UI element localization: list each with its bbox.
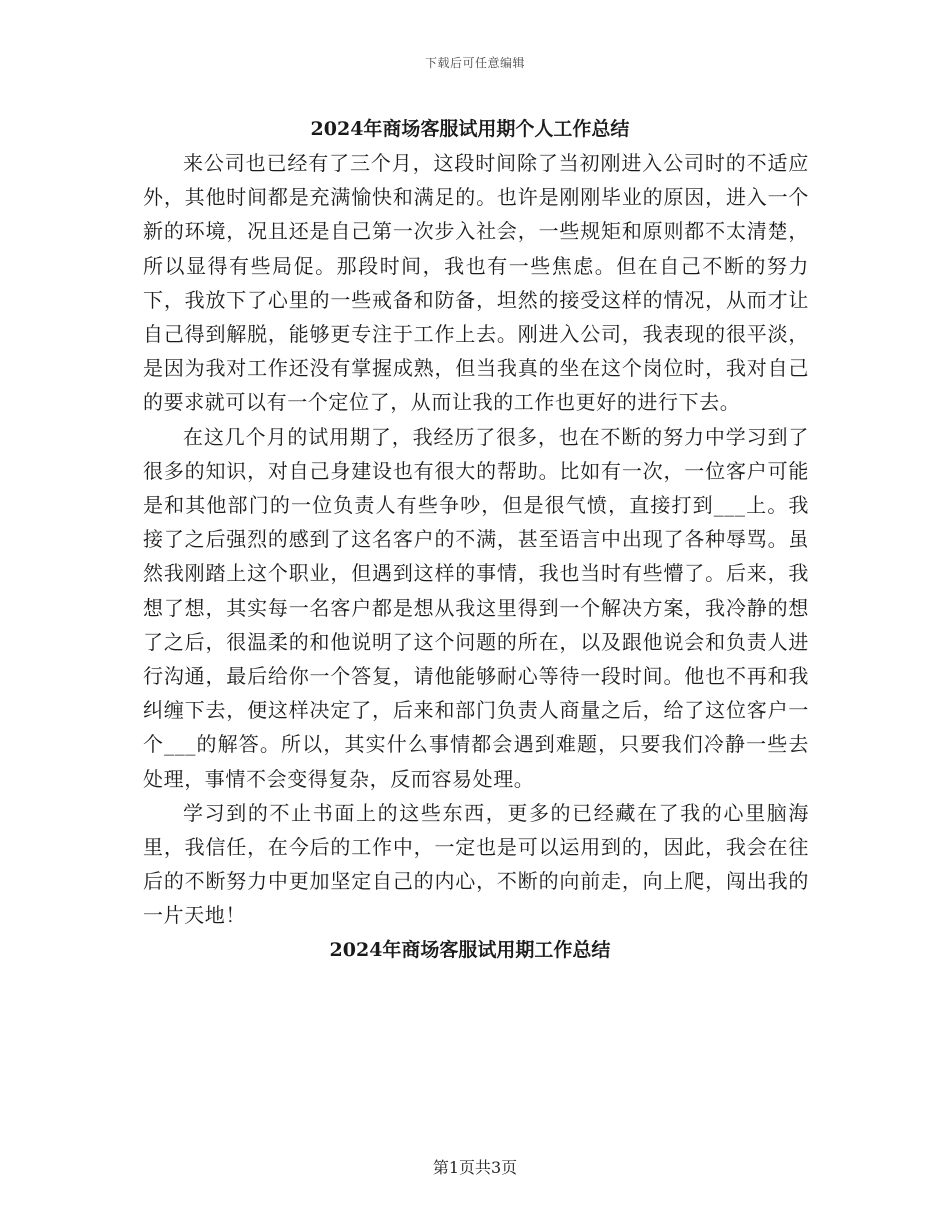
document-title: 2024年商场客服试用期个人工作总结	[310, 118, 630, 140]
paragraph-3: 学习到的不止书面上的这些东西，更多的已经藏在了我的心里脑海里，我信任，在今后的工作中，一定也是可以运用到的，因此，我会在往后的不断努力中更加坚定自己的内心，不断的向前走，向上爬，闯出我的一片天地！	[143, 800, 809, 928]
page-header-note: 下载后可任意编辑	[424, 56, 525, 70]
section-title: 2024年商场客服试用期工作总结	[329, 938, 611, 961]
page-number: 第1页共3页	[432, 1158, 518, 1177]
paragraph-1: 来公司也已经有了三个月，这段时间除了当初刚进入公司时的不适应外，其他时间都是充满愉快和满足的。也许是刚刚毕业的原因，进入一个新的环境，况且还是自己第一次步入社会，一些规矩和原则都不太清楚，所以显得有些局促。那段时间，我也有一些焦虑。但在自己不断的努力下，我放下了心里的一些戒备和防备，坦然的接受这样的情况，从而才让自己得到解脱，能够更专注于工作上去。刚进入公司，我表现的很平淡，是因为我对工作还没有掌握成熟，但当我真的坐在这个岗位时，我对自己的要求就可以有一个定位了，从而让我的工作也更好的进行下去。	[143, 151, 809, 415]
document-body	[143, 112, 809, 967]
paragraph-2: 在这几个月的试用期了，我经历了很多，也在不断的努力中学习到了很多的知识，对自己身建设也有很大的帮助。比如有一次，一位客户可能是和其他部门的一位负责人有些争吵，但是很气愤，直接打到___上。我接了之后强烈的感到了这名客户的不满，甚至语言中出现了各种辱骂。虽然我刚踏上这个职业，但遇到这样的事情，我也当时有些懵了。后来，我想了想，其实每一名客户都是想从我这里得到一个解决方案，我冷静的想了之后，很温柔的和他说明了这个问题的所在，以及跟他说会和负责人进行沟通，最后给你一个答复，请他能够耐心等待一段时间。他也不再和我纠缠下去，便这样决定了，后来和部门负责人商量之后，给了这位客户一个___的解答。所以，其实什么事情都会遇到难题，只要我们冷静一些去处理，事情不会变得复杂，反而容易处理。	[143, 424, 809, 791]
